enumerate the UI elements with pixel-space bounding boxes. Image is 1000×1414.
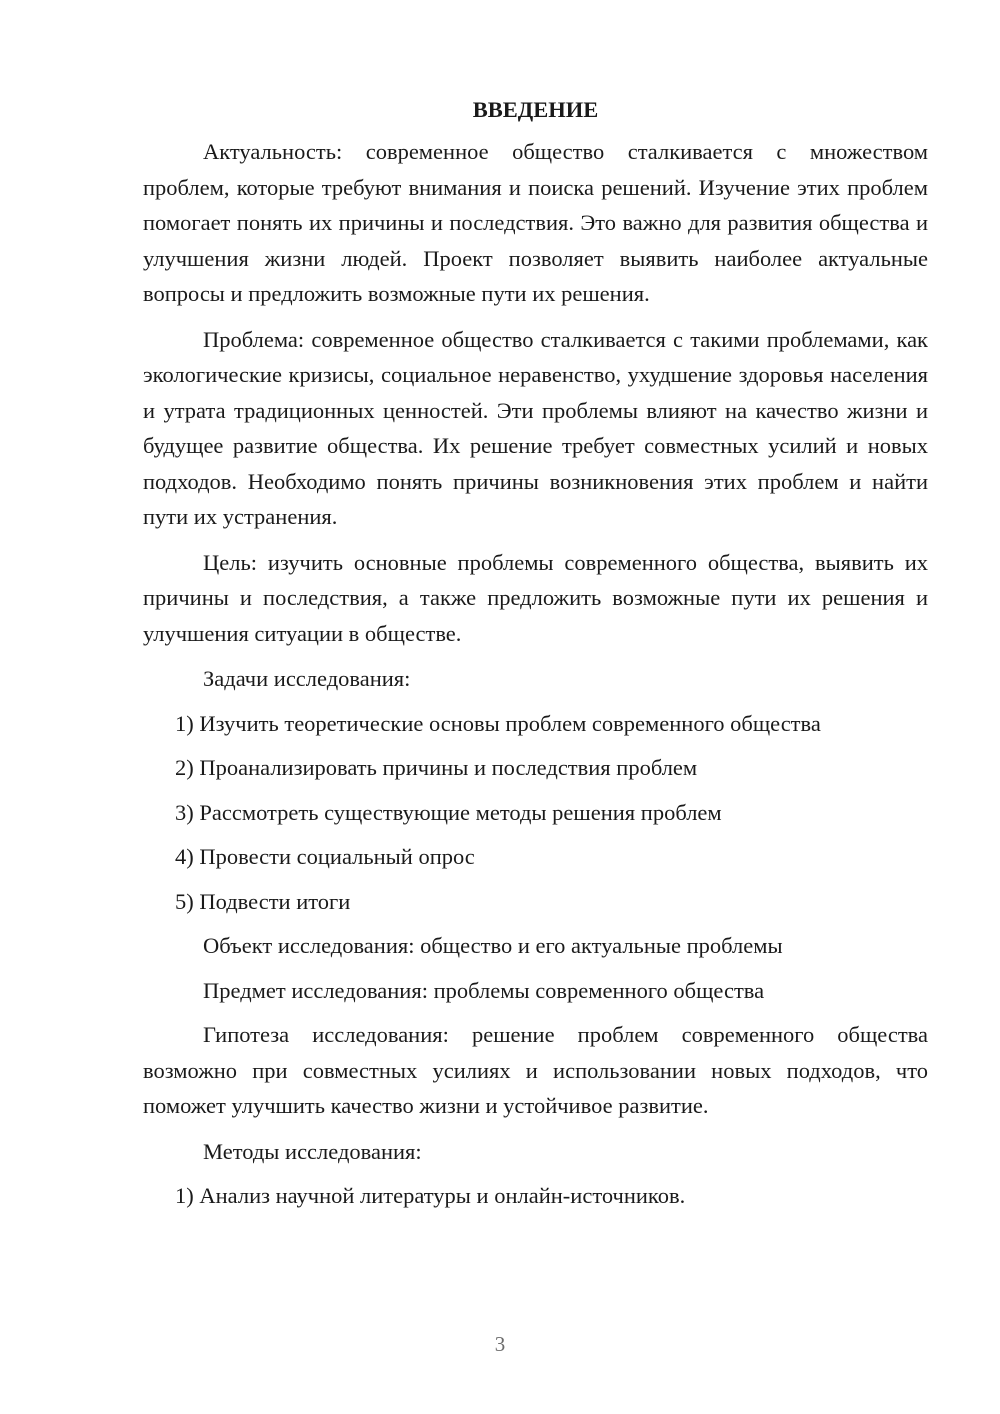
list-item: 3) Рассмотреть существующие методы решения проблем xyxy=(175,799,722,825)
methods-heading: Методы исследования: xyxy=(203,1138,422,1164)
research-object: Объект исследования: общество и его актуальные проблемы xyxy=(203,933,783,958)
tasks-heading: Задачи исследования: xyxy=(203,666,411,691)
hypothesis-paragraph: Гипотеза исследования: решение проблем современного общества возможно при совместных усилиях и использовании новых подходов, что поможет улучшить качество жизни и устойчивое развитие. xyxy=(143,1022,928,1118)
list-item: 2) Проанализировать причины и последствия проблем xyxy=(175,755,698,780)
tasks-list xyxy=(143,706,928,920)
methods-list xyxy=(143,1178,928,1214)
research-subject: Предмет исследования: проблемы современного общества xyxy=(203,977,765,1003)
section-heading: ВВЕДЕНИЕ xyxy=(472,97,599,122)
relevance-paragraph: Актуальность: современное общество сталкивается с множеством проблем, которые требуют внимания и поиска решений. Изучение этих проблем помогает понять их причины и последствия. Это важно для развития общества и улучшения жизни людей. Проект позволяет выявить наиболее актуальные вопросы и предложить возможные пути их решения. xyxy=(143,139,928,306)
goal-paragraph: Цель: изучить основные проблемы современного общества, выявить их причины и последствия, а также предложить возможные пути их решения и улучшения ситуации в обществе. xyxy=(143,549,928,646)
list-item: 5) Подвести итоги xyxy=(175,888,351,914)
list-item: 1) Изучить теоретические основы проблем современного общества xyxy=(175,710,821,736)
list-item: 4) Провести социальный опрос xyxy=(175,844,475,869)
document-page xyxy=(143,92,928,1223)
list-item: 1) Анализ научной литературы и онлайн-источников. xyxy=(175,1183,686,1208)
page-number: 3 xyxy=(494,1332,506,1356)
problem-paragraph: Проблема: современное общество сталкивается с такими проблемами, как экологические кризисы, социальное неравенство, ухудшение здоровья населения и утрата традиционных ценностей. Эти проблемы влияют на качество жизни и будущее развитие общества. Их решение требует совместных усилий и новых подходов. Необходимо понять причины возникновения этих проблем и найти пути их устранения. xyxy=(143,326,928,529)
